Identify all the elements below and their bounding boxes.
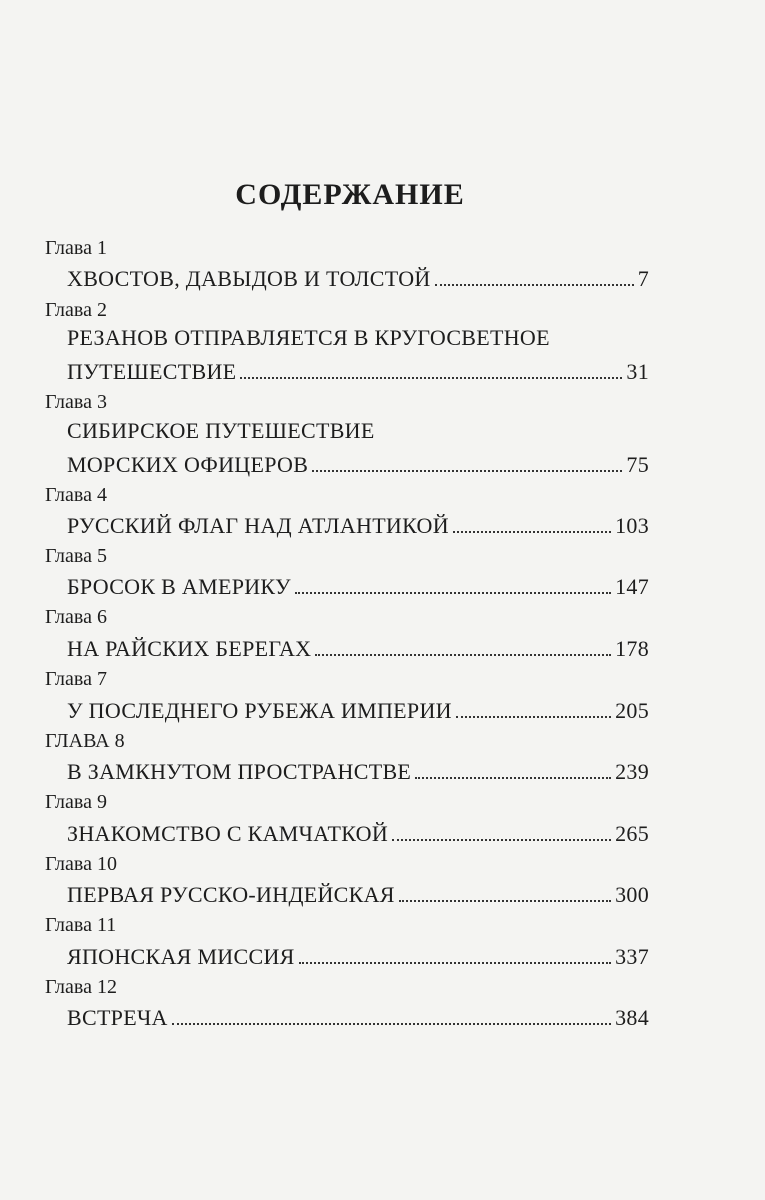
dot-leader [456,716,611,718]
page-number: 384 [615,1005,649,1030]
toc-entry [67,570,649,600]
chapter-title: БРОСОК В АМЕРИКУ [67,574,291,599]
dot-leader [315,654,611,656]
chapter-title: ВСТРЕЧА [67,1005,168,1030]
chapter-label: Глава 2 [45,299,107,321]
toc-entry [67,262,649,292]
chapter-label: Глава 1 [45,237,107,259]
chapter-title: ХВОСТОВ, ДАВЫДОВ И ТОЛСТОЙ [67,266,431,291]
toc-entry [67,509,649,539]
dot-leader [453,531,611,533]
chapter-title: У ПОСЛЕДНЕГО РУБЕЖА ИМПЕРИИ [67,698,452,723]
dot-leader [240,377,622,379]
page-number: 7 [637,266,649,291]
toc-entry [67,878,649,908]
toc-entry [67,325,649,385]
dot-leader [172,1023,611,1025]
chapter-label: Глава 7 [45,668,107,690]
chapter-label: Глава 3 [45,391,107,413]
dot-leader [415,777,611,779]
page-number: 103 [615,513,649,538]
page-number: 75 [626,452,649,477]
chapter-title: ЯПОНСКАЯ МИССИЯ [67,944,295,969]
page-number: 337 [615,944,649,969]
page-title: СОДЕРЖАНИЕ [235,178,465,211]
dot-leader [312,470,622,472]
chapter-title: ЗНАКОМСТВО С КАМЧАТКОЙ [67,821,389,846]
chapter-title-line1: РЕЗАНОВ ОТПРАВЛЯЕТСЯ В КРУГОСВЕТНОЕ [67,325,550,350]
chapter-title: МОРСКИХ ОФИЦЕРОВ [67,452,309,477]
chapter-title: В ЗАМКНУТОМ ПРОСТРАНСТВЕ [67,759,412,784]
chapter-label: Глава 5 [45,545,107,567]
dot-leader [295,592,611,594]
dot-leader [399,900,611,902]
toc-entry [67,632,649,662]
toc-entry [67,940,649,970]
chapter-title: ПУТЕШЕСТВИЕ [67,359,237,384]
page-number: 205 [615,698,649,723]
chapter-title-line1: СИБИРСКОЕ ПУТЕШЕСТВИЕ [67,418,375,443]
page-number: 147 [615,574,649,599]
dot-leader [299,962,611,964]
chapter-label: Глава 12 [45,976,117,998]
chapter-label: ГЛАВА 8 [45,730,125,752]
chapter-label: Глава 9 [45,791,107,813]
chapter-title: НА РАЙСКИХ БЕРЕГАХ [67,636,312,661]
chapter-label: Глава 6 [45,606,107,628]
page-number: 31 [626,359,649,384]
toc-entry [67,755,649,785]
dot-leader [392,839,611,841]
dot-leader [435,284,634,286]
chapter-label: Глава 11 [45,914,117,936]
toc-entry [67,817,649,847]
page-number: 239 [615,759,649,784]
chapter-label: Глава 4 [45,484,107,506]
toc-entry [67,1001,649,1031]
chapter-title: РУССКИЙ ФЛАГ НАД АТЛАНТИКОЙ [67,513,449,538]
chapter-label: Глава 10 [45,853,117,875]
page-number: 300 [615,882,649,907]
page-number: 265 [615,821,649,846]
toc-entry [67,418,649,478]
page-number: 178 [615,636,649,661]
chapter-title: ПЕРВАЯ РУССКО-ИНДЕЙСКАЯ [67,882,395,907]
toc-entry [67,694,649,724]
